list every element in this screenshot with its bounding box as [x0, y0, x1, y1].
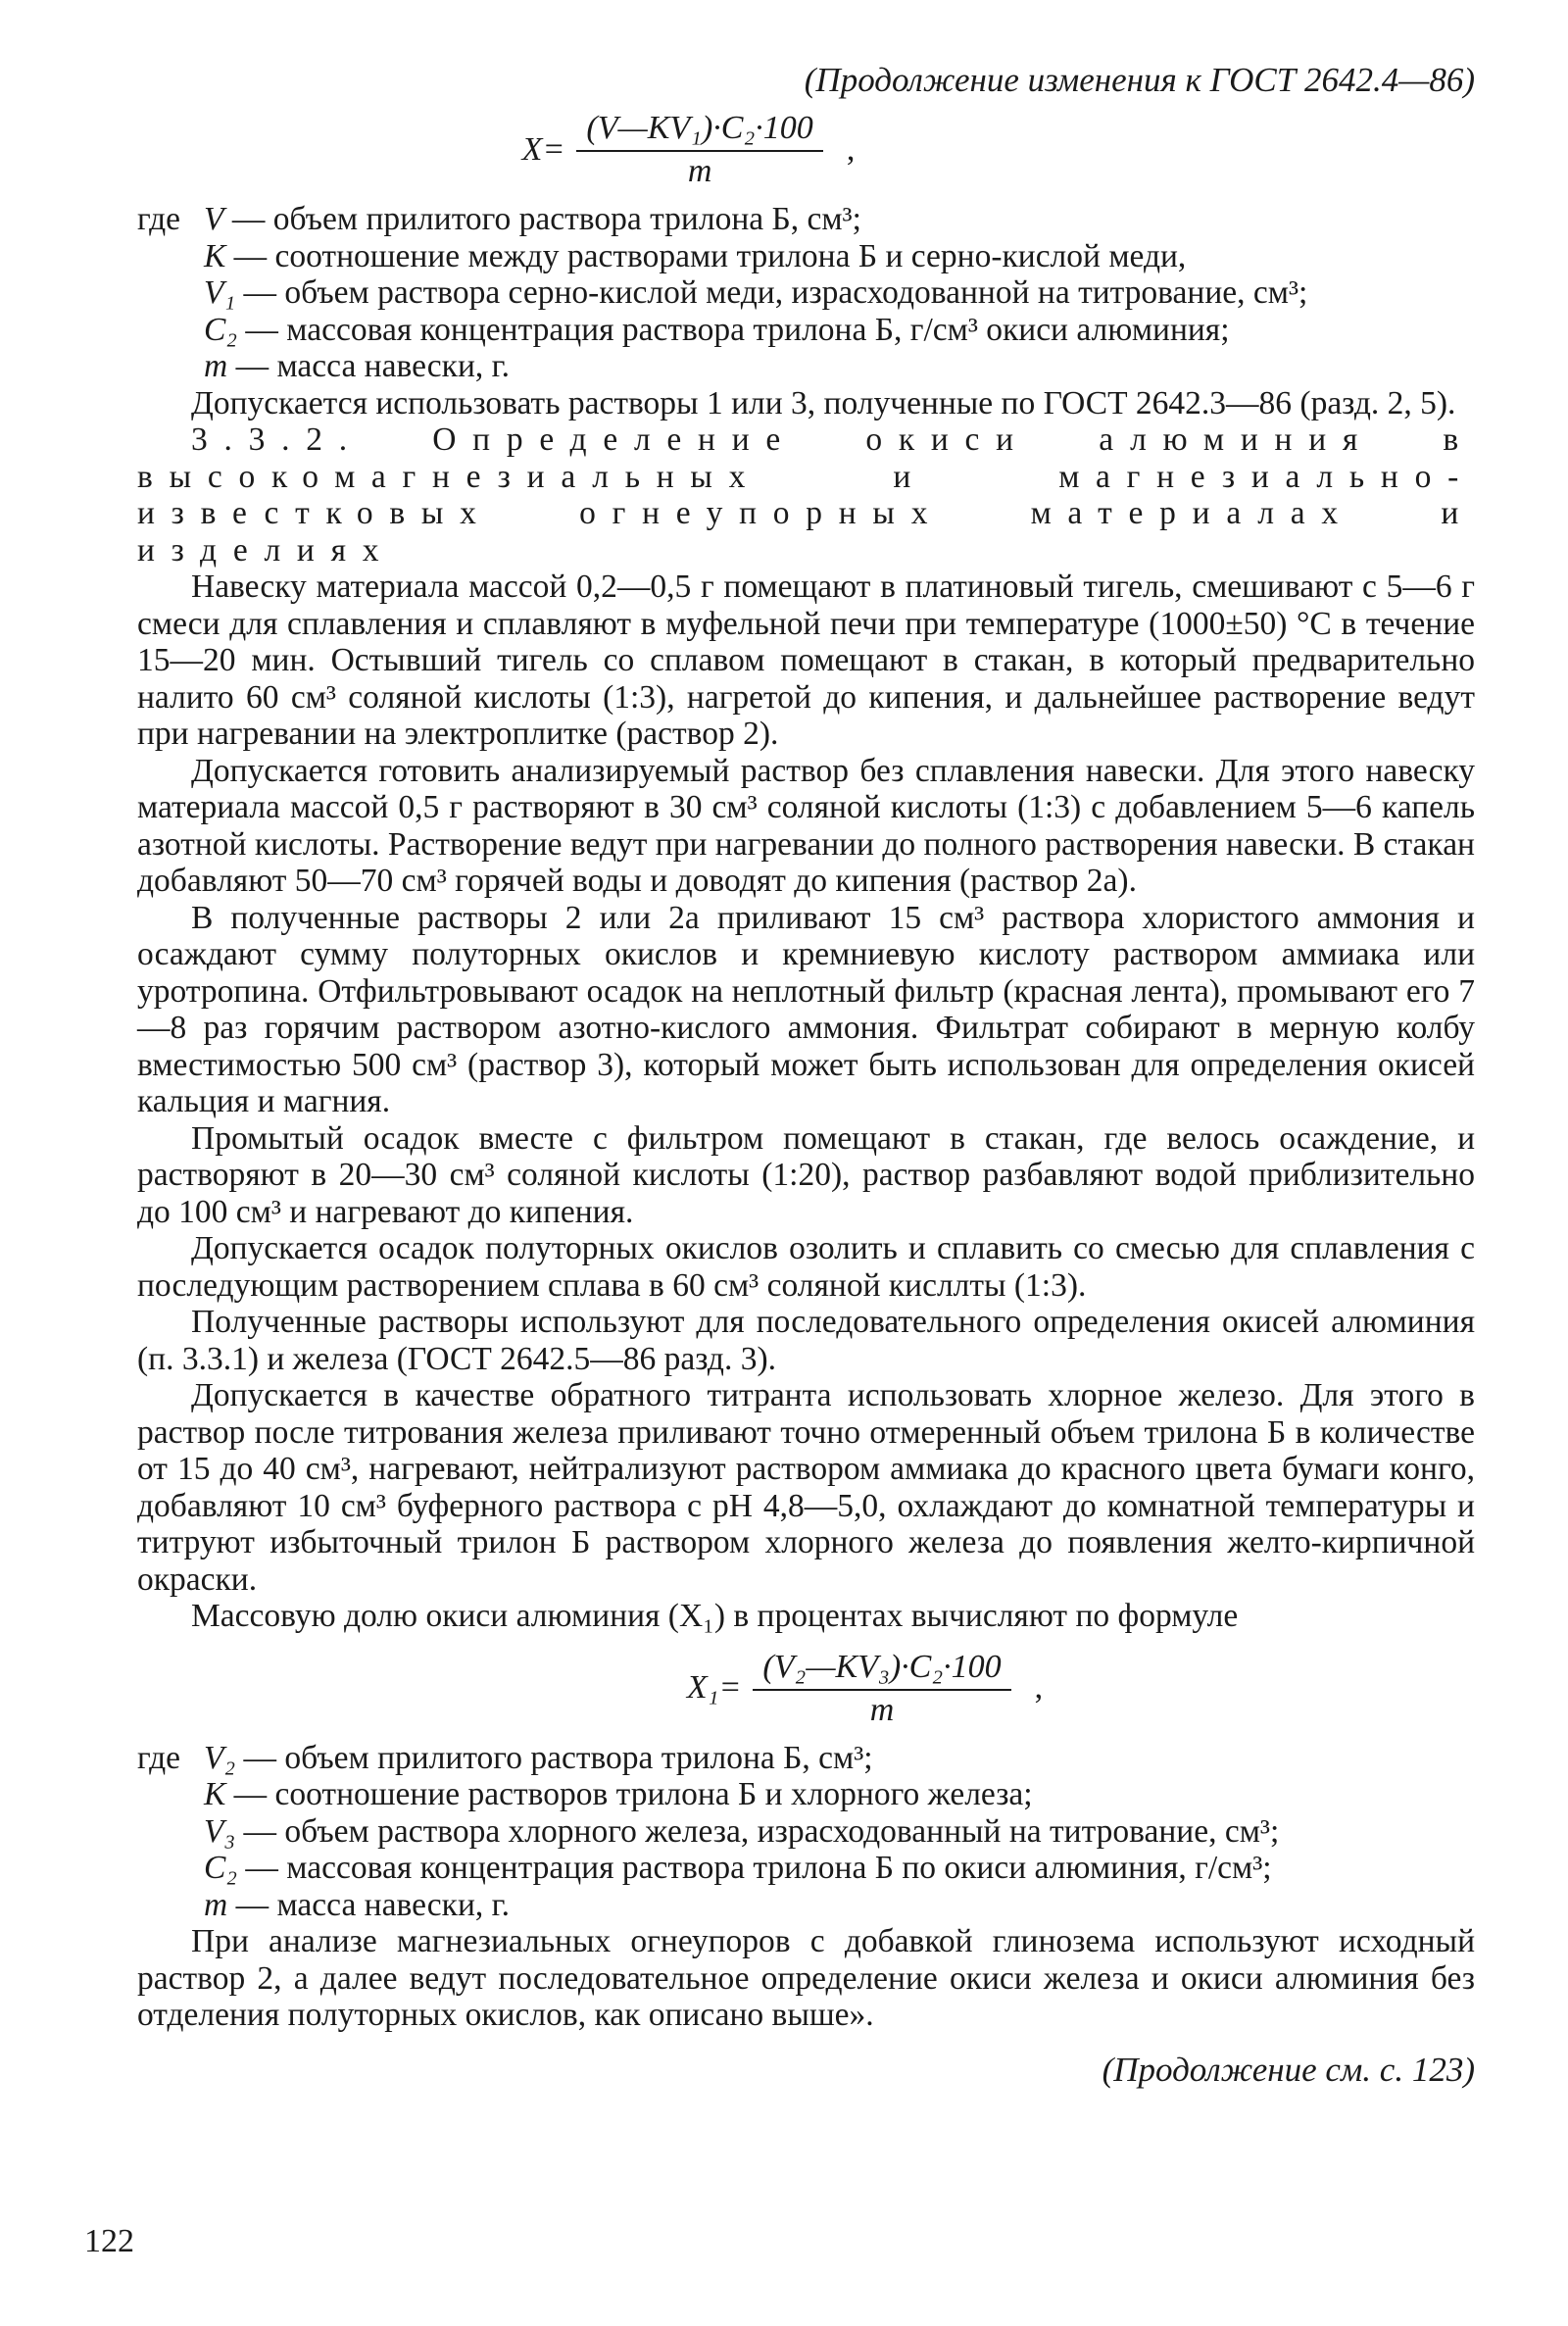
- definition-symbol: V: [204, 201, 224, 237]
- definition-row: [137, 274, 1475, 312]
- paragraph: Массовую долю окиси алюминия (X₁) в процентах вычисляют по формуле: [191, 1598, 1239, 1634]
- continuation-note: (Продолжение см. с. 123): [1102, 2050, 1475, 2089]
- paragraph: Допускается осадок полуторных окислов озолить и сплавить со смесью для сплавления с последующим растворением сплава в 60 см³ соляной кисллты (1:3).: [137, 1230, 1475, 1304]
- definition-symbol: V₁: [204, 274, 236, 311]
- formula-x1-comma: ,: [1034, 1669, 1044, 1707]
- definition-text: — соотношение растворов трилона Б и хлорного железа;: [225, 1776, 1033, 1812]
- page-number: 122: [84, 2223, 134, 2259]
- formula-x1-lhs: X₁=: [686, 1669, 742, 1707]
- definition-text: — объем раствора серно-кислой меди, израсходованной на титрование, см³;: [235, 274, 1308, 311]
- definition-symbol: К: [204, 237, 226, 274]
- definition-lead: где: [137, 1739, 180, 1776]
- formula-x1-fraction: [753, 1649, 1010, 1728]
- definition-lead: [137, 1887, 204, 1924]
- definition-lead: [137, 1850, 204, 1887]
- definition-text: — объем раствора хлорного железа, израсходованный на титрование, см³;: [235, 1812, 1280, 1850]
- running-header: (Продолжение изменения к ГОСТ 2642.4—86): [804, 61, 1475, 99]
- formula-x-numerator: (V—KV₁)·C₂·100: [576, 110, 822, 152]
- paragraph: Полученные растворы используют для последовательного определения окисей алюминия (п. 3.3.1) и железа (ГОСТ 2642.5—86 разд. 3).: [137, 1304, 1475, 1377]
- formula-x: [0, 110, 1475, 189]
- definition-row: [137, 348, 1475, 385]
- definition-text: — объем прилитого раствора трилона Б, см³;: [235, 1739, 873, 1776]
- definition-row: [137, 1740, 1475, 1777]
- definition-text: — массовая концентрация раствора трилона Б по окиси алюминия, г/см³;: [237, 1850, 1272, 1886]
- paragraph: Промытый осадок вместе с фильтром помещают в стакан, где велось осаждение, и растворяют в 20—30 см³ соляной кислоты (1:20), раствор разбавляют водой приблизительно до 100 см³ и нагревают до кипения.: [137, 1119, 1475, 1230]
- variable-definitions-1: [137, 201, 1475, 385]
- definition-lead: [137, 1776, 204, 1813]
- definition-symbol: C₂: [204, 1850, 237, 1886]
- definition-text: — масса навески, г.: [227, 348, 510, 384]
- definition-symbol: C₂: [204, 311, 237, 348]
- paragraph: Навеску материала массой 0,2—0,5 г помещают в платиновый тигель, смешивают с 5—6 г смеси для сплавления и сплавляют в муфельной печи при температуре (1000±50) °С в течение 15—20 мин. Остывший тигель со сплавом помещают в стакан, в который предварительно налито 60 см³ соляной кислоты (1:3), нагретой до кипения, и дальнейшее растворение ведут при нагревании на электроплитке (раствор 2).: [137, 569, 1475, 752]
- definition-lead: [137, 274, 204, 312]
- definition-text: — соотношение между растворами трилона Б и серно-кислой меди,: [225, 237, 1187, 274]
- paragraph-final: При анализе магнезиальных огнеупоров с добавкой глинозема используют исходный раствор 2, а далее ведут последовательное определение окиси железа и окиси алюминия без отделения полуторных окислов, как описано выше».: [137, 1923, 1475, 2033]
- definition-row: [137, 1887, 1475, 1924]
- definition-symbol: К: [204, 1776, 226, 1812]
- definition-lead: [137, 1813, 204, 1851]
- definition-row: [137, 1850, 1475, 1887]
- definition-symbol: V₂: [204, 1739, 236, 1776]
- document-page: [137, 59, 1475, 2088]
- section-heading: 3.3.2. Определение окиси алюминия в высокомагнезиальных и магнезиально-известковых огнеупорных материалах и изделиях: [137, 421, 1475, 569]
- definition-symbol: m: [204, 1886, 228, 1923]
- definition-lead: [137, 238, 204, 275]
- definition-text: — массовая концентрация раствора трилона Б, г/см³ окиси алюминия;: [237, 311, 1230, 348]
- variable-definitions-2: [137, 1740, 1475, 1924]
- formula-x-lhs: X=: [521, 130, 565, 168]
- definition-row: [137, 1813, 1475, 1851]
- paragraph: Допускается готовить анализируемый раствор без сплавления навески. Для этого навеску материала массой 0,5 г растворяют в 30 см³ соляной кислоты (1:3) с добавлением 5—6 капель азотной кислоты. Растворение ведут при нагревании до полного растворения навески. В стакан добавляют 50—70 см³ горячей воды и доводят до кипения (раствор 2а).: [137, 752, 1475, 899]
- paragraph-allowance: Допускается использовать растворы 1 или 3, полученные по ГОСТ 2642.3—86 (разд. 2, 5).: [191, 384, 1456, 421]
- formula-x1: [255, 1649, 1475, 1728]
- paragraph: В полученные растворы 2 или 2а приливают 15 см³ раствора хлористого аммония и осаждают сумму полуторных окислов и кремниевую кислоту раствором аммиака или уротропина. Отфильтровывают осадок на неплотный фильтр (красная лента), промывают его 7—8 раз горячим раствором азотно-кислого аммония. Фильтрат собирают в мерную колбу вместимостью 500 см³ (раствор 3), который может быть использован для определения окисей кальция и магния.: [137, 899, 1475, 1119]
- formula-x1-denominator: m: [869, 1691, 895, 1728]
- definition-lead: где: [137, 201, 180, 237]
- definition-lead: [137, 312, 204, 349]
- definition-symbol: V₃: [204, 1812, 236, 1850]
- paragraph: Допускается в качестве обратного титранта использовать хлорное железо. Для этого в раствор после титрования железа приливают точно отмеренный объем трилона Б в количестве от 15 до 40 см³, нагревают, нейтрализуют раствором аммиака до красного цвета бумаги конго, добавляют 10 см³ буферного раствора с pH 4,8—5,0, охлаждают до комнатной температуры и титруют избыточный трилон Б раствором хлорного железа до появления желто-кирпичной окраски.: [137, 1377, 1475, 1598]
- definition-symbol: m: [204, 348, 228, 384]
- formula-x-fraction: [576, 110, 822, 189]
- definition-row: [137, 238, 1475, 275]
- formula-x-comma: ,: [846, 130, 856, 168]
- definition-row: [137, 312, 1475, 349]
- formula-x-denominator: m: [687, 153, 712, 189]
- definition-text: — масса навески, г.: [227, 1886, 510, 1923]
- definition-text: — объем прилитого раствора трилона Б, см³;: [223, 201, 861, 237]
- definition-row: [137, 1776, 1475, 1813]
- definition-row: [137, 201, 1475, 238]
- definition-lead: [137, 348, 204, 385]
- formula-x1-numerator: (V₂—KV₃)·C₂·100: [753, 1649, 1010, 1691]
